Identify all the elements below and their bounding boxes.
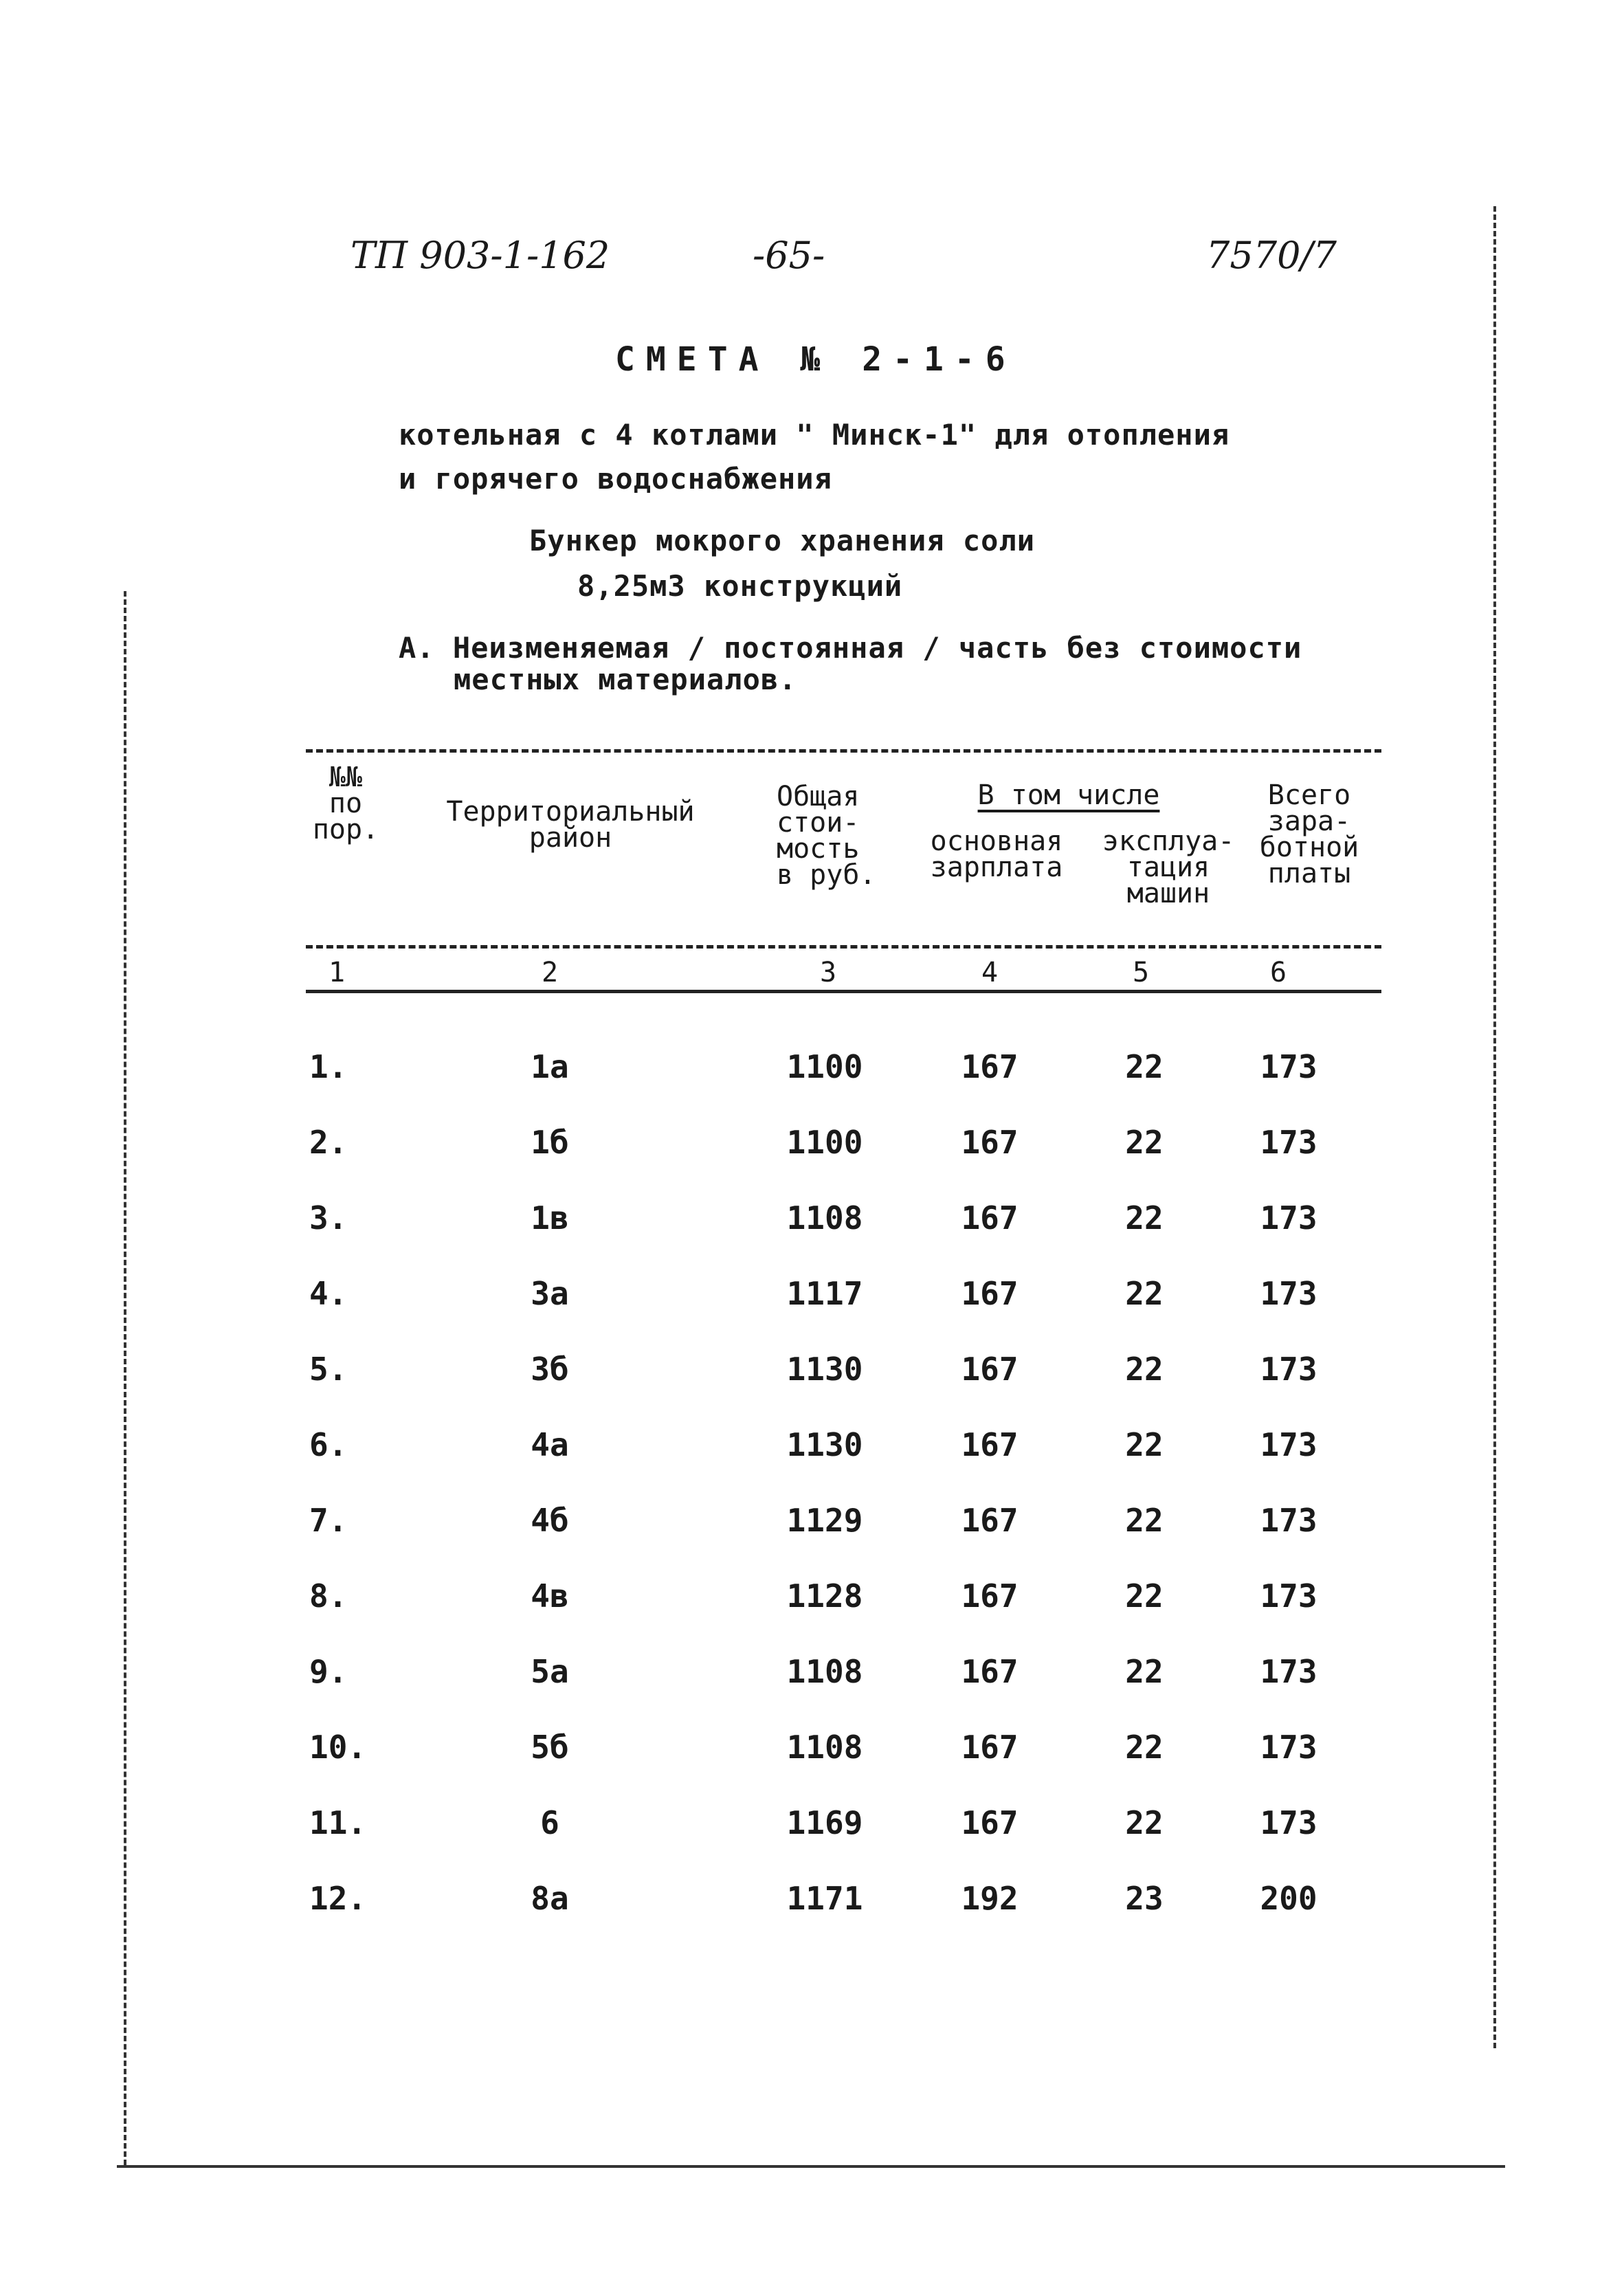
territorial-region-cell: 4а <box>531 1426 569 1463</box>
machine-operation-cell: 22 <box>1125 1426 1164 1463</box>
total-wages-cell: 173 <box>1260 1653 1317 1690</box>
total-wages-cell: 173 <box>1260 1502 1317 1539</box>
total-cost-cell: 1128 <box>786 1577 863 1615</box>
section-line-1: А. Неизменяемая / постоянная / часть без стоимости <box>399 631 1302 665</box>
base-salary-cell: 167 <box>961 1351 1019 1388</box>
total-cost-cell: 1108 <box>786 1729 863 1766</box>
header-col6: Всего зара- ботной платы <box>1259 779 1359 889</box>
header-col2: Территориальный район <box>446 796 695 854</box>
machine-operation-cell: 22 <box>1125 1804 1164 1841</box>
colnum-4: 4 <box>981 957 999 988</box>
base-salary-cell: 167 <box>961 1729 1019 1766</box>
table-colnum-rule <box>306 990 1381 993</box>
base-salary-cell: 167 <box>961 1502 1019 1539</box>
row-number-cell: 1. <box>309 1048 348 1085</box>
total-cost-cell: 1100 <box>786 1048 863 1085</box>
row-number-cell: 2. <box>309 1124 348 1161</box>
row-number-cell: 12. <box>309 1880 367 1917</box>
base-salary-cell: 167 <box>961 1124 1019 1161</box>
colnum-6: 6 <box>1269 957 1287 988</box>
section-line-2: местных материалов. <box>454 663 797 696</box>
total-wages-cell: 173 <box>1260 1729 1317 1766</box>
total-cost-cell: 1171 <box>786 1880 863 1917</box>
header-col1: №№ по пор. <box>312 762 379 845</box>
territorial-region-cell: 5б <box>531 1729 569 1766</box>
total-cost-cell: 1100 <box>786 1124 863 1161</box>
table-top-rule <box>306 749 1381 753</box>
total-cost-cell: 1117 <box>786 1275 863 1312</box>
machine-operation-cell: 23 <box>1125 1880 1164 1917</box>
object-line-2: 8,25м3 конструкций <box>577 569 903 603</box>
colnum-1: 1 <box>328 957 346 988</box>
colnum-3: 3 <box>819 957 837 988</box>
base-salary-cell: 167 <box>961 1199 1019 1237</box>
colnum-2: 2 <box>541 957 559 988</box>
territorial-region-cell: 1в <box>531 1199 569 1237</box>
estimate-title: СМЕТА № 2-1-6 <box>615 340 1016 379</box>
total-cost-cell: 1108 <box>786 1199 863 1237</box>
left-margin-line <box>124 591 126 2165</box>
machine-operation-cell: 22 <box>1125 1124 1164 1161</box>
base-salary-cell: 167 <box>961 1048 1019 1085</box>
sheet-ref: 7570/7 <box>1206 234 1337 277</box>
total-wages-cell: 173 <box>1260 1351 1317 1388</box>
header-col5: эксплуа- тация машин <box>1102 825 1235 909</box>
total-cost-cell: 1129 <box>786 1502 863 1539</box>
machine-operation-cell: 22 <box>1125 1502 1164 1539</box>
base-salary-cell: 167 <box>961 1426 1019 1463</box>
territorial-region-cell: 1б <box>531 1124 569 1161</box>
row-number-cell: 8. <box>309 1577 348 1615</box>
doc-code: ТП 903-1-162 <box>351 234 610 277</box>
bottom-margin-line <box>117 2165 1505 2168</box>
page-number: -65- <box>753 234 825 277</box>
row-number-cell: 9. <box>309 1653 348 1690</box>
territorial-region-cell: 5а <box>531 1653 569 1690</box>
machine-operation-cell: 22 <box>1125 1199 1164 1237</box>
territorial-region-cell: 1а <box>531 1048 569 1085</box>
total-wages-cell: 173 <box>1260 1577 1317 1615</box>
machine-operation-cell: 22 <box>1125 1729 1164 1766</box>
machine-operation-cell: 22 <box>1125 1577 1164 1615</box>
base-salary-cell: 167 <box>961 1577 1019 1615</box>
territorial-region-cell: 4в <box>531 1577 569 1615</box>
row-number-cell: 6. <box>309 1426 348 1463</box>
total-cost-cell: 1130 <box>786 1426 863 1463</box>
subtitle-line-1: котельная с 4 котлами " Минск-1" для отопления <box>399 418 1230 452</box>
row-number-cell: 5. <box>309 1351 348 1388</box>
header-col3: Общая стои- мость в руб. <box>777 781 876 891</box>
right-margin-line <box>1493 206 1496 2048</box>
header-col4: основная зарплата <box>930 825 1063 883</box>
machine-operation-cell: 22 <box>1125 1653 1164 1690</box>
colnum-5: 5 <box>1132 957 1150 988</box>
total-wages-cell: 173 <box>1260 1048 1317 1085</box>
total-cost-cell: 1130 <box>786 1351 863 1388</box>
row-number-cell: 4. <box>309 1275 348 1312</box>
territorial-region-cell: 4б <box>531 1502 569 1539</box>
header-group: В том числе <box>977 779 1160 811</box>
row-number-cell: 10. <box>309 1729 367 1766</box>
territorial-region-cell: 3а <box>531 1275 569 1312</box>
total-wages-cell: 173 <box>1260 1199 1317 1237</box>
row-number-cell: 3. <box>309 1199 348 1237</box>
machine-operation-cell: 22 <box>1125 1048 1164 1085</box>
base-salary-cell: 167 <box>961 1275 1019 1312</box>
machine-operation-cell: 22 <box>1125 1351 1164 1388</box>
total-wages-cell: 173 <box>1260 1275 1317 1312</box>
base-salary-cell: 167 <box>961 1804 1019 1841</box>
total-wages-cell: 173 <box>1260 1124 1317 1161</box>
territorial-region-cell: 3б <box>531 1351 569 1388</box>
total-wages-cell: 173 <box>1260 1426 1317 1463</box>
total-wages-cell: 173 <box>1260 1804 1317 1841</box>
row-number-cell: 7. <box>309 1502 348 1539</box>
territorial-region-cell: 6 <box>540 1804 559 1841</box>
table-header-rule <box>306 945 1381 949</box>
subtitle-line-2: и горячего водоснабжения <box>399 462 832 496</box>
row-number-cell: 11. <box>309 1804 367 1841</box>
base-salary-cell: 167 <box>961 1653 1019 1690</box>
total-wages-cell: 200 <box>1260 1880 1317 1917</box>
territorial-region-cell: 8а <box>531 1880 569 1917</box>
object-line-1: Бункер мокрого хранения соли <box>529 524 1036 557</box>
machine-operation-cell: 22 <box>1125 1275 1164 1312</box>
total-cost-cell: 1108 <box>786 1653 863 1690</box>
base-salary-cell: 192 <box>961 1880 1019 1917</box>
total-cost-cell: 1169 <box>786 1804 863 1841</box>
